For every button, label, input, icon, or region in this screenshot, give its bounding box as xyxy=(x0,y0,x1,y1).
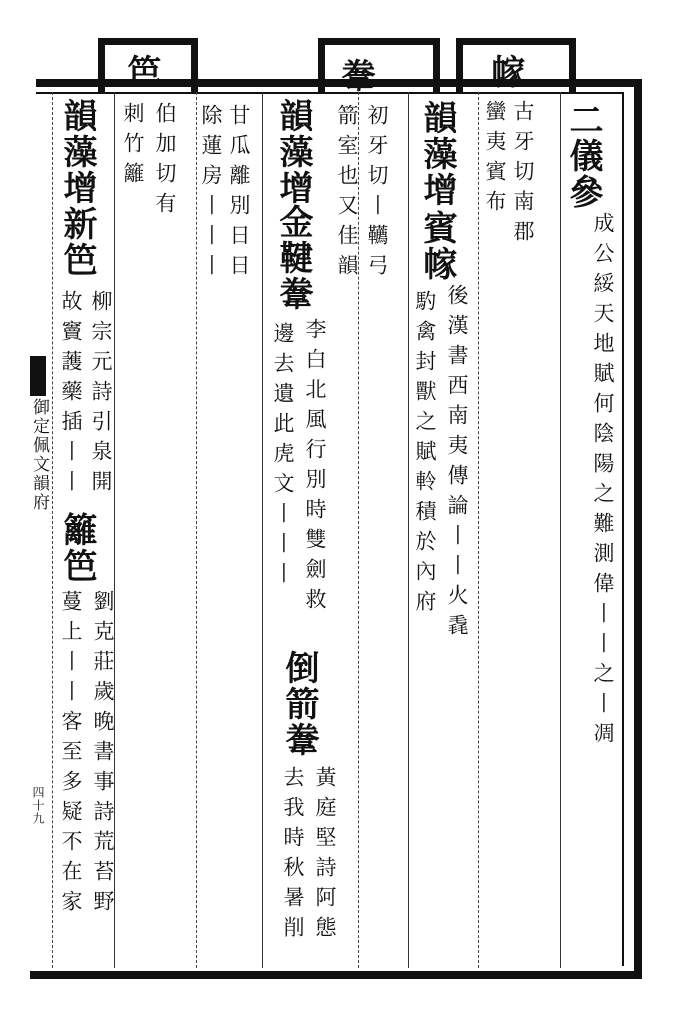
entry-text: 後漢書西南夷傳論丨丨火毳 xyxy=(445,284,469,644)
column-rule xyxy=(196,92,197,968)
entry-text: 去我時秋暑削 xyxy=(281,766,305,946)
entry-text: 故竇䕶藥插丨丨 xyxy=(59,290,83,500)
column-rule xyxy=(560,92,561,968)
entry-text: 黃庭堅詩阿態 xyxy=(313,766,337,946)
entry-text: 甘瓜離別日日 xyxy=(227,104,251,284)
entry-text: 刺竹籬 xyxy=(121,102,145,192)
rhyme-heading: 笆 xyxy=(121,54,161,90)
frame-inner-top-line xyxy=(36,92,624,94)
entry-text: 蔓上丨丨客至多疑不在家 xyxy=(59,590,83,920)
column-rule xyxy=(408,92,409,968)
section-heading: 韻藻增新笆 xyxy=(57,98,97,278)
entry-text: 馰禽封獸之賦軨積於內府 xyxy=(413,290,437,620)
column-rule xyxy=(262,92,263,968)
entry-heading: 金鞬韏 xyxy=(273,204,313,312)
frame-right-border xyxy=(634,79,642,979)
column-rule xyxy=(52,92,53,968)
entry-text: 箭室也又佳韻 xyxy=(335,104,359,284)
entry-heading: 賓幏 xyxy=(417,210,457,282)
section-heading: 韻藻增 xyxy=(417,100,457,208)
rhyme-heading: 韏 xyxy=(335,58,375,94)
entry-heading: 二儀參 xyxy=(563,102,603,210)
entry-heading: 倒箭韏 xyxy=(279,650,319,758)
section-heading: 韻藻增 xyxy=(273,98,313,206)
entry-text: 邊去遺此虎文丨丨丨 xyxy=(271,322,295,592)
entry-text: 成公綏天地賦何陰陽之難測偉丨丨之丨凋 xyxy=(591,212,615,752)
rhyme-heading: 幏 xyxy=(485,54,525,90)
book-title: 御定佩文韻府 xyxy=(29,398,49,512)
entry-text: 柳宗元詩引泉開 xyxy=(89,290,113,500)
column-rule xyxy=(478,92,479,968)
page-number: 四十九 xyxy=(31,786,45,825)
entry-text: 古牙切南郡 xyxy=(511,100,535,250)
entry-text: 初牙切丨韉弓 xyxy=(365,104,389,284)
fish-tail-mark xyxy=(30,356,46,396)
entry-heading: 籬笆 xyxy=(57,512,97,584)
entry-text: 李白北風行別時雙劍救 xyxy=(303,318,327,618)
entry-text: 蠻夷賓布 xyxy=(483,100,507,220)
frame-bottom-border xyxy=(30,971,642,979)
frame-inner-right-line xyxy=(622,94,624,966)
entry-text: 劉克莊歲晚書事詩荒苔野 xyxy=(91,590,115,920)
entry-text: 伯加切有 xyxy=(153,102,177,222)
entry-text: 除蓮房丨丨丨 xyxy=(199,104,223,284)
